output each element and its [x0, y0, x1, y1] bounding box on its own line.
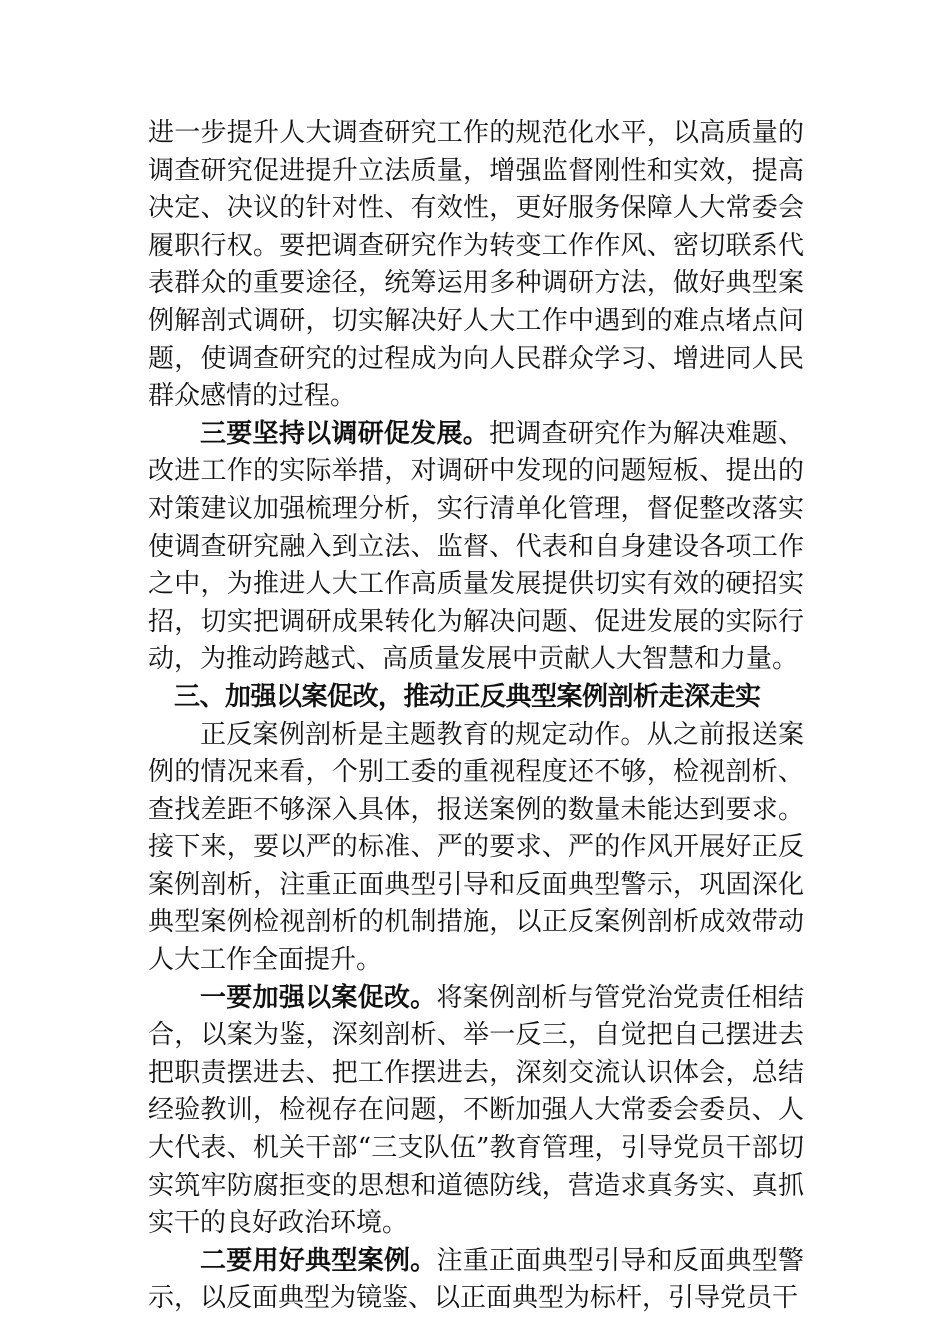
- paragraph-point-two: [148, 1243, 804, 1318]
- paragraph-continuation: 进一步提升人大调查研究工作的规范化水平，以高质量的调查研究促进提升立法质量，增强监督刚性和实效，提高决定、决议的针对性、有效性，更好服务保障人大常委会履职行权。要把调查研究作为转变工作作风、密切联系代表群众的重要途径，统筹运用多种调研方法，做好典型案例解剖式调研，切实解决好人大工作中遇到的难点堵点问题，使调查研究的过程成为向人民群众学习、增进同人民群众感情的过程。: [148, 118, 804, 412]
- point-two-lead: 二要用好典型案例。: [200, 1245, 437, 1276]
- paragraph-section-intro: 正反案例剖析是主题教育的规定动作。从之前报送案例的情况来看，个别工委的重视程度还不够，检视剖析、查找差距不够深入具体，报送案例的数量未能达到要求。接下来，要以严的标准、严的要求、严的作风开展好正反案例剖析，注重正面典型引导和反面典型警示，巩固深化典型案例检视剖析的机制措施，以正反案例剖析成效带动人大工作全面提升。: [148, 719, 804, 976]
- point-one-text: 将案例剖析与管党治党责任相结合，以案为鉴，深刻剖析、举一反三，自觉把自己摆进去把职责摆进去、把工作摆进去，深刻交流认识体会，总结经验教训，检视存在问题，不断加强人大常委会委员、人大代表、机关干部“三支队伍”教育管理，引导党员干部切实筑牢防腐拒变的思想和道德防线，营造求真务实、真抓实干的良好政治环境。: [148, 982, 804, 1239]
- paragraph-point-one: [148, 980, 804, 1243]
- section-heading-three: 三、加强以案促改，推动正反典型案例剖析走深走实: [174, 681, 761, 712]
- paragraph-point-three: [148, 416, 804, 679]
- point-three-text: 把调查研究作为解决难题、改进工作的实际举措，对调研中发现的问题短板、提出的对策建议加强梳理分析，实行清单化管理，督促整改落实使调查研究融入到立法、监督、代表和自身建设各项工作之中，为推进人大工作高质量发展提供切实有效的硬招实招，切实把调研成果转化为解决问题、促进发展的实际行动，为推动跨越式、高质量发展中贡献人大智慧和力量。: [148, 418, 804, 675]
- point-one-lead: 一要加强以案促改。: [200, 982, 437, 1013]
- point-two-text: 注重正面典型引导和反面典型警示，以反面典型为镜鉴、以正面典型为标杆，引导党员干: [148, 1245, 804, 1314]
- document-page: [148, 115, 804, 1318]
- point-three-lead: 三要坚持以调研促发展。: [200, 418, 489, 449]
